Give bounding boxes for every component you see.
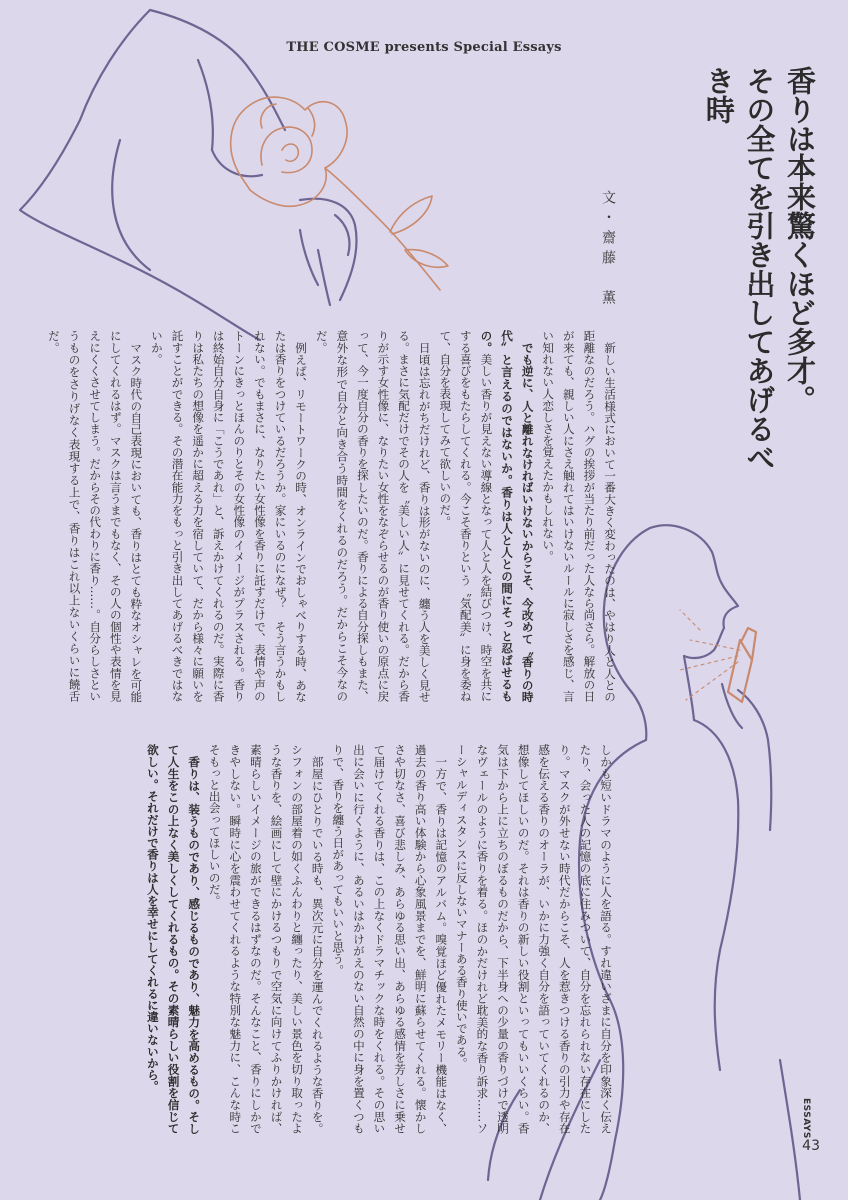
- body-text: 一方で、香りは記憶のアルバム。嗅覚ほど優れたメモリー機能はなく、過去の香り高い体験から心象風景までを、鮮明に蘇らせてくれる。懐かしさや切なさ、喜び悲しみ、あらゆる思い出、あらゆる感情を芳しさに乗せて届けてくれる香りは、この上なくドラマチックな時をくれる。その思い出に会いに行くように、あるいはかけがえのない自然の中に身を置くつもりで、香りを纏う日があってもいいと思う。: [331, 744, 449, 1134]
- essay-column-upper: [46, 330, 620, 703]
- title-line-2: その全てを引き出してあげるべき時: [701, 66, 777, 472]
- series-header: THE COSME presents Special Essays: [286, 40, 562, 55]
- body-text: 部屋にひとりでいる時も、異次元に自分を運んでくれるような香りを。シフォンの部屋着の如くふんわりと纏ったり、美しい景色を切り取ったような香りを、絵画にして壁にかけるつもりで空気に向けてふりかければ、素晴らしいイメージの旅ができるはずなのだ。そんなこと、香りにしかできやしない。瞬時に心を震わせてくれるような特別な魅力に、こんな時こそもっと出会ってほしいのだ。: [207, 744, 325, 1134]
- woman-with-rose-illustration: [20, 10, 357, 340]
- paragraph: [43, 330, 146, 702]
- emphasis-text: 香りは、装うものであり、感じるものであり、魅力を高めるもの。そして人生をこの上なく美しくしてくれるもの。その素晴らしい役割を信じて欲しい。それだけで香りは人を幸せにしてくれるに違いないから。: [145, 744, 202, 1134]
- paragraph: [311, 330, 435, 702]
- byline: 文・齋藤 薫: [600, 190, 616, 310]
- page-number: 43: [802, 1138, 820, 1154]
- body-text: しかも短いドラマのように人を語る。すれ違いざまに自分を印象深く伝えたり、会った人の記憶の底に住みついて、自分を忘れられない存在にしたり。マスクが外せない時代だからこそ、人を惹きつける香りの引力や存在感を伝える香りのオーラが、いかに力強く自分を語っていてくれるのか、想像してほしいのだ。それは香りの新しい役割といってもいいくらい。香気は下から上に立ちのぼるものだから、下半身への少量の香りづけで透明なヴェールのように香りを着る。ほのかだけれど耽美的な香り訴求……ソーシャルディスタンスに反しないマナーある香り使いである。: [454, 744, 613, 1134]
- body-text: 例えば、リモートワークの時、オンラインでおしゃべりする時、あなたは香りをつけているだろうか。家にいるのになぜ？ そう言うかもしれない。でもまさに、なりたい女性像を香りに託すだけで、表情や声のトーンにきっとほんのりとその女性像のイメージがプラスされる。香りは終始自分自身に「こうであれ」と、訴えかけてくれるのだ。実際に香りは私たちの想像を遥かに超える力を宿していて、だから様々に願いを託すことができる。その潜在能力をもっと引き出してあげるべきではないか。: [149, 330, 309, 702]
- paragraph: [435, 330, 538, 702]
- paragraph: [451, 744, 616, 1134]
- title-line-1: 香りは本来驚くほど多才。: [783, 66, 817, 414]
- paragraph: [328, 744, 452, 1134]
- emphasis-text: でも逆に、人と離れなければいけないからこそ、今改めて〝香りの時代〟と言えるのではないか。香りは人と人との間にそっと忍ばせるもの。: [479, 330, 535, 702]
- paragraph: [142, 744, 204, 1134]
- body-text: 日頃は忘れがちだけれど、香りは形がないのに、纏う人を美しく見せる。まさに気配だけでその人を〝美しい人〟に見せてくれる。だから香りが示す女性像に、なりたい女性をなぞらせるのが香り使いの原点に戻って、今一度自分の香りを探したいのだ。香りによる自分探しもまた、意外な形で自分と向き合う時間をくれるのだろう。だからこそ今なのだ。: [314, 330, 432, 702]
- paragraph: [538, 330, 620, 702]
- paragraph: [146, 330, 311, 702]
- body-text: 美しい香りが見えない導線となって人と人を結びつけ、時空を共にする喜びをもたらしてくれる。今こそ香りという〝気配美〟に身を委ねて、自分を表現してみて欲しいのだ。: [438, 330, 494, 703]
- rose-icon: [231, 97, 448, 290]
- body-text: マスク時代の自己表現においても、香りはとても粋なオシャレを可能にしてくれるはず。マスクは言うまでもなく、その人の個性や表情を見えにくくさせてしまう。だからその代わりに香り……。自分らしさというものをさりげなく表現する上で、香りはこれ以上ないくらいに饒舌だ。: [46, 330, 144, 702]
- section-tag: ESSAYS: [801, 1098, 811, 1139]
- paragraph: [204, 744, 328, 1134]
- body-text: 新しい生活様式において一番大きく変わったのは、やはり人と人との距離なのだろう。ハグの挨拶が当たり前だった人なら尚さら。解放の日が来ても、親しい人にさえ触れてはいけないルールに寂しさを感じ、言い知れない人恋しさを覚えたかもしれない。: [541, 330, 617, 702]
- essay-column-lower: [118, 744, 616, 1134]
- article-title: [698, 66, 820, 496]
